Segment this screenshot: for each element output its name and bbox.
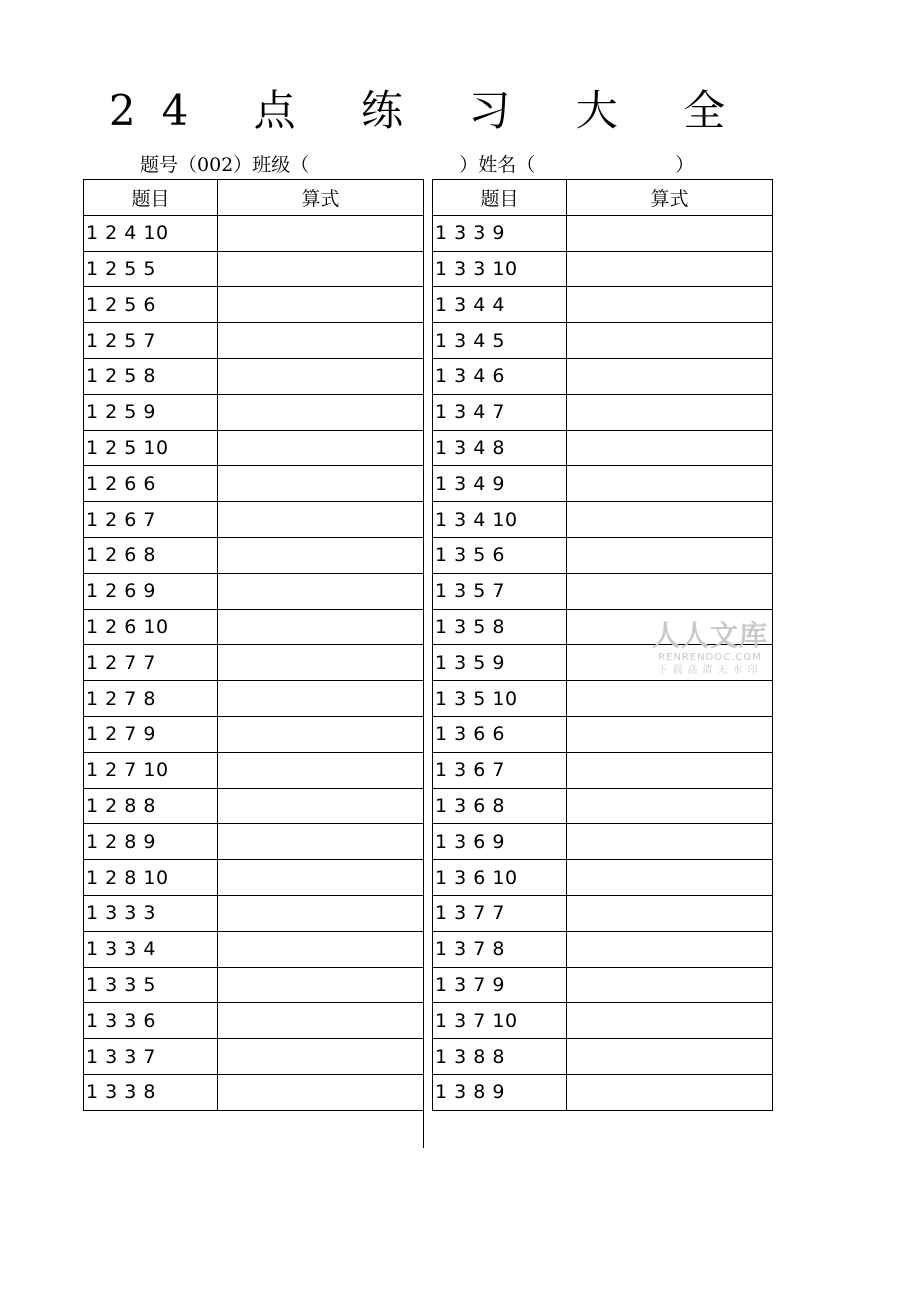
formula-cell[interactable] — [218, 895, 424, 931]
formula-cell[interactable] — [218, 609, 424, 645]
table-row — [84, 466, 424, 502]
formula-cell[interactable] — [567, 287, 773, 323]
problem-cell: 1 3 5 10 — [433, 681, 567, 717]
table-row — [433, 788, 773, 824]
problem-cell: 1 3 3 6 — [84, 1003, 218, 1039]
problem-cell: 1 2 8 9 — [84, 824, 218, 860]
table-row — [433, 895, 773, 931]
table-row — [433, 931, 773, 967]
table-row — [84, 537, 424, 573]
problem-cell: 1 3 3 8 — [84, 1074, 218, 1110]
header-formula: 算式 — [567, 180, 773, 216]
problem-cell: 1 2 8 8 — [84, 788, 218, 824]
problem-cell: 1 3 4 10 — [433, 502, 567, 538]
formula-cell[interactable] — [218, 931, 424, 967]
watermark — [646, 620, 774, 678]
table-row — [84, 1074, 424, 1110]
table-row — [84, 895, 424, 931]
table-row — [84, 394, 424, 430]
formula-cell[interactable] — [567, 537, 773, 573]
header-formula: 算式 — [218, 180, 424, 216]
problem-cell: 1 3 3 9 — [433, 215, 567, 251]
table-row — [84, 752, 424, 788]
problem-cell: 1 3 3 4 — [84, 931, 218, 967]
problem-cell: 1 3 4 6 — [433, 358, 567, 394]
table-row — [433, 502, 773, 538]
problem-cell: 1 3 7 8 — [433, 931, 567, 967]
problem-cell: 1 3 4 9 — [433, 466, 567, 502]
formula-cell[interactable] — [218, 251, 424, 287]
problem-cell: 1 3 3 5 — [84, 967, 218, 1003]
formula-cell[interactable] — [218, 752, 424, 788]
problem-cell: 1 3 6 7 — [433, 752, 567, 788]
formula-cell[interactable] — [218, 430, 424, 466]
formula-cell[interactable] — [218, 358, 424, 394]
formula-cell[interactable] — [567, 358, 773, 394]
table-row — [433, 1039, 773, 1075]
table-row — [433, 860, 773, 896]
problem-cell: 1 3 5 7 — [433, 573, 567, 609]
formula-cell[interactable] — [567, 824, 773, 860]
table-row — [84, 645, 424, 681]
table-row — [433, 1074, 773, 1110]
header-problem: 题目 — [84, 180, 218, 216]
table-row — [433, 573, 773, 609]
formula-cell[interactable] — [567, 323, 773, 359]
problem-cell: 1 2 7 7 — [84, 645, 218, 681]
formula-cell[interactable] — [218, 323, 424, 359]
formula-cell[interactable] — [218, 824, 424, 860]
table-divider — [423, 179, 432, 1148]
table-row — [84, 358, 424, 394]
subheader-prefix: 题号（002）班级（ — [140, 154, 310, 176]
problem-cell: 1 2 5 9 — [84, 394, 218, 430]
page-title: 24 点 练 习 大 全 — [108, 86, 752, 135]
problem-cell: 1 2 4 10 — [84, 215, 218, 251]
problem-cell: 1 3 5 9 — [433, 645, 567, 681]
formula-cell[interactable] — [218, 502, 424, 538]
header-problem: 题目 — [433, 180, 567, 216]
left-table-body — [84, 215, 424, 1110]
formula-cell[interactable] — [567, 430, 773, 466]
problem-cell: 1 2 5 8 — [84, 358, 218, 394]
formula-cell[interactable] — [218, 716, 424, 752]
problem-cell: 1 3 8 8 — [433, 1039, 567, 1075]
table-row — [84, 1039, 424, 1075]
formula-cell[interactable] — [567, 860, 773, 896]
table-row — [433, 466, 773, 502]
table-row — [433, 967, 773, 1003]
problem-cell: 1 3 4 7 — [433, 394, 567, 430]
formula-cell[interactable] — [567, 752, 773, 788]
table-row — [433, 430, 773, 466]
header-row — [84, 180, 424, 216]
problem-cell: 1 2 6 9 — [84, 573, 218, 609]
problem-cell: 1 3 4 8 — [433, 430, 567, 466]
subheader-end: ） — [675, 154, 695, 176]
subheader — [140, 150, 694, 177]
problem-cell: 1 3 6 8 — [433, 788, 567, 824]
problem-cell: 1 3 4 4 — [433, 287, 567, 323]
table-row — [84, 931, 424, 967]
table-row — [84, 681, 424, 717]
problem-cell: 1 3 8 9 — [433, 1074, 567, 1110]
problem-cell: 1 3 7 10 — [433, 1003, 567, 1039]
table-row — [433, 681, 773, 717]
formula-cell[interactable] — [567, 215, 773, 251]
formula-cell[interactable] — [218, 1039, 424, 1075]
table-row — [84, 860, 424, 896]
table-row — [433, 287, 773, 323]
formula-cell[interactable] — [218, 537, 424, 573]
table-row — [84, 573, 424, 609]
table-row — [433, 394, 773, 430]
formula-cell[interactable] — [218, 681, 424, 717]
formula-cell[interactable] — [218, 788, 424, 824]
problem-cell: 1 2 7 8 — [84, 681, 218, 717]
formula-cell[interactable] — [567, 716, 773, 752]
table-row — [433, 752, 773, 788]
problem-cell: 1 3 3 3 — [84, 895, 218, 931]
formula-cell[interactable] — [567, 251, 773, 287]
table-row — [84, 1003, 424, 1039]
formula-cell[interactable] — [567, 394, 773, 430]
formula-cell[interactable] — [218, 466, 424, 502]
left-problem-table — [83, 179, 424, 1111]
problem-cell: 1 3 4 5 — [433, 323, 567, 359]
subheader-mid: ）姓名（ — [459, 154, 536, 176]
formula-cell[interactable] — [218, 1003, 424, 1039]
table-row — [433, 251, 773, 287]
table-row — [433, 716, 773, 752]
problem-cell: 1 2 7 10 — [84, 752, 218, 788]
formula-cell[interactable] — [218, 287, 424, 323]
table-row — [84, 967, 424, 1003]
problem-cell: 1 3 6 10 — [433, 860, 567, 896]
table-row — [433, 323, 773, 359]
table-row — [84, 502, 424, 538]
formula-cell[interactable] — [567, 466, 773, 502]
problem-cell: 1 3 6 9 — [433, 824, 567, 860]
table-row — [84, 323, 424, 359]
table-row — [433, 215, 773, 251]
problem-cell: 1 3 3 10 — [433, 251, 567, 287]
problem-cell: 1 2 8 10 — [84, 860, 218, 896]
table-row — [84, 251, 424, 287]
table-row — [433, 1003, 773, 1039]
formula-cell[interactable] — [567, 502, 773, 538]
table-row — [84, 215, 424, 251]
watermark-logo: 人人文库 — [651, 619, 768, 652]
table-row — [84, 609, 424, 645]
formula-cell[interactable] — [218, 645, 424, 681]
formula-cell[interactable] — [567, 1003, 773, 1039]
problem-cell: 1 2 6 6 — [84, 466, 218, 502]
table-row — [433, 537, 773, 573]
formula-cell[interactable] — [218, 215, 424, 251]
problem-cell: 1 2 5 5 — [84, 251, 218, 287]
table-row — [84, 287, 424, 323]
problem-cell: 1 3 7 7 — [433, 895, 567, 931]
problem-cell: 1 3 6 6 — [433, 716, 567, 752]
problem-cell: 1 2 5 7 — [84, 323, 218, 359]
formula-cell[interactable] — [567, 681, 773, 717]
table-row — [84, 716, 424, 752]
problem-cell: 1 2 7 9 — [84, 716, 218, 752]
formula-cell[interactable] — [218, 573, 424, 609]
problem-cell: 1 3 3 7 — [84, 1039, 218, 1075]
problem-cell: 1 2 6 7 — [84, 502, 218, 538]
header-row — [433, 180, 773, 216]
problem-cell: 1 2 6 10 — [84, 609, 218, 645]
formula-cell[interactable] — [218, 394, 424, 430]
problem-cell: 1 3 7 9 — [433, 967, 567, 1003]
problem-cell: 1 2 5 6 — [84, 287, 218, 323]
table-row — [433, 358, 773, 394]
formula-cell[interactable] — [567, 573, 773, 609]
formula-cell[interactable] — [567, 788, 773, 824]
watermark-url: RENRENDOC.COM — [658, 652, 762, 663]
formula-cell[interactable] — [567, 931, 773, 967]
formula-cell[interactable] — [567, 895, 773, 931]
table-row — [84, 788, 424, 824]
table-row — [433, 824, 773, 860]
formula-cell[interactable] — [567, 967, 773, 1003]
formula-cell[interactable] — [218, 1074, 424, 1110]
formula-cell[interactable] — [218, 860, 424, 896]
formula-cell[interactable] — [218, 967, 424, 1003]
problem-cell: 1 3 5 8 — [433, 609, 567, 645]
formula-cell[interactable] — [567, 1074, 773, 1110]
watermark-tagline: 下载高清无水印 — [657, 665, 763, 676]
table-row — [84, 430, 424, 466]
formula-cell[interactable] — [567, 1039, 773, 1075]
table-row — [84, 824, 424, 860]
problem-cell: 1 2 6 8 — [84, 537, 218, 573]
problem-cell: 1 3 5 6 — [433, 537, 567, 573]
problem-cell: 1 2 5 10 — [84, 430, 218, 466]
